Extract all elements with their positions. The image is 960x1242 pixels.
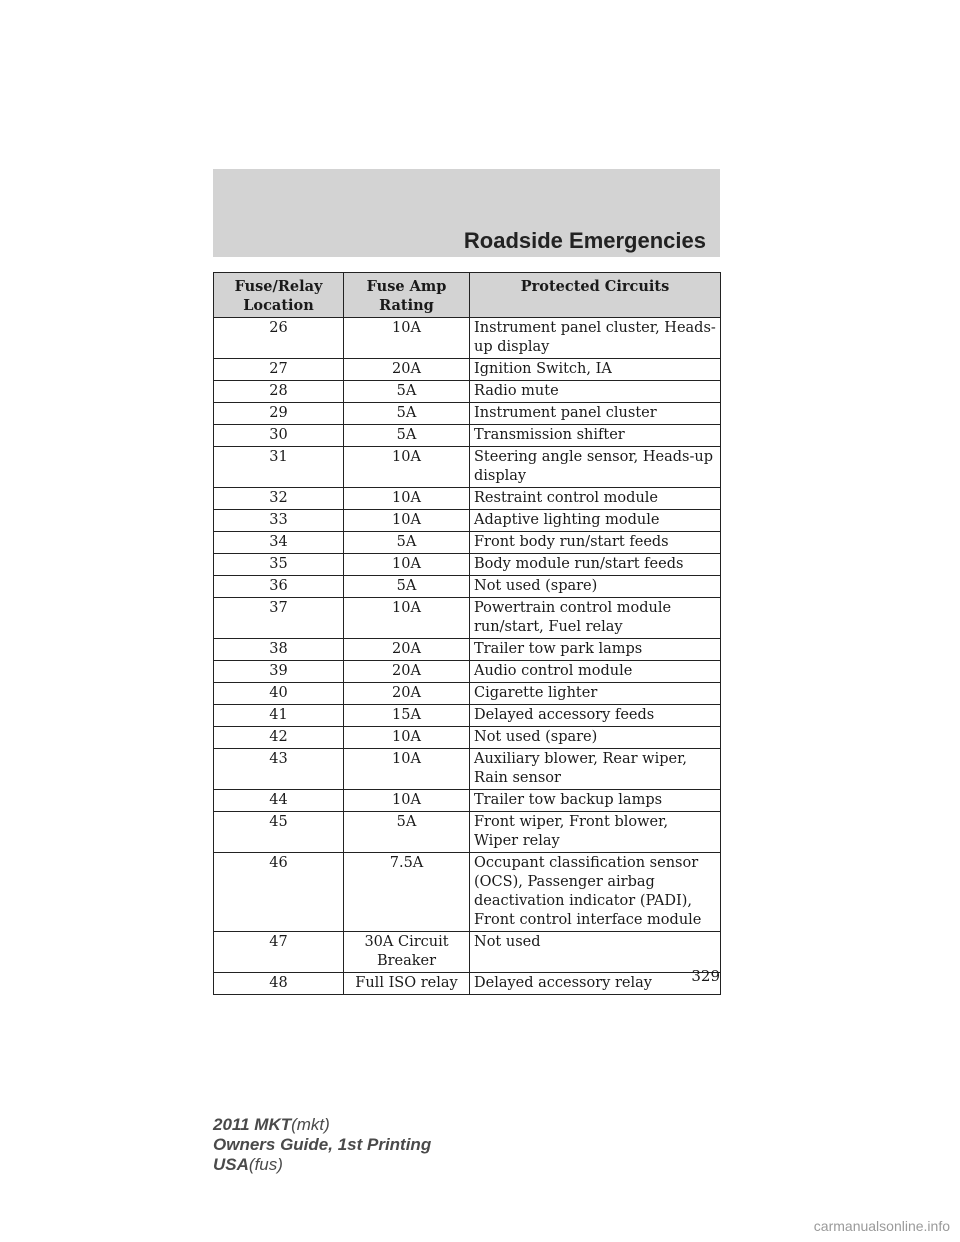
- table-row: [214, 639, 721, 661]
- fuse-amp-rating-cell: 10A: [344, 598, 470, 639]
- fuse-amp-rating-cell: 10A: [344, 749, 470, 790]
- table-row: [214, 510, 721, 532]
- protected-circuits-cell: Ignition Switch, IA: [470, 359, 721, 381]
- table-row: [214, 973, 721, 995]
- table-row: [214, 403, 721, 425]
- table-header-row: [214, 273, 721, 318]
- fuse-location-cell: 33: [214, 510, 344, 532]
- protected-circuits-cell: Trailer tow park lamps: [470, 639, 721, 661]
- fuse-location-cell: 46: [214, 853, 344, 932]
- fuse-amp-rating-cell: 5A: [344, 576, 470, 598]
- fuse-table: [213, 272, 721, 995]
- table-row: [214, 381, 721, 403]
- table-row: [214, 598, 721, 639]
- fuse-location-cell: 40: [214, 683, 344, 705]
- fuse-amp-rating-cell: 5A: [344, 381, 470, 403]
- protected-circuits-cell: Instrument panel cluster: [470, 403, 721, 425]
- table-row: [214, 790, 721, 812]
- table-row: [214, 425, 721, 447]
- table-row: [214, 749, 721, 790]
- section-header-band: [213, 169, 720, 257]
- fuse-location-cell: 38: [214, 639, 344, 661]
- protected-circuits-cell: Steering angle sensor, Heads-up display: [470, 447, 721, 488]
- column-header-amp-rating: Fuse Amp Rating: [344, 273, 470, 318]
- table-row: [214, 447, 721, 488]
- protected-circuits-cell: Restraint control module: [470, 488, 721, 510]
- table-row: [214, 488, 721, 510]
- protected-circuits-cell: Delayed accessory feeds: [470, 705, 721, 727]
- fuse-location-cell: 41: [214, 705, 344, 727]
- fuse-amp-rating-cell: 10A: [344, 318, 470, 359]
- protected-circuits-cell: Cigarette lighter: [470, 683, 721, 705]
- protected-circuits-cell: Adaptive lighting module: [470, 510, 721, 532]
- fuse-location-cell: 47: [214, 932, 344, 973]
- protected-circuits-cell: Auxiliary blower, Rear wiper, Rain sensor: [470, 749, 721, 790]
- fuse-amp-rating-cell: 10A: [344, 488, 470, 510]
- fuse-amp-rating-cell: 10A: [344, 447, 470, 488]
- protected-circuits-cell: Not used (spare): [470, 576, 721, 598]
- table-row: [214, 661, 721, 683]
- footer-market-code: (fus): [248, 1155, 283, 1174]
- fuse-table-body: [214, 318, 721, 995]
- fuse-amp-rating-cell: 5A: [344, 532, 470, 554]
- fuse-location-cell: 45: [214, 812, 344, 853]
- fuse-location-cell: 30: [214, 425, 344, 447]
- fuse-amp-rating-cell: 20A: [344, 661, 470, 683]
- table-row: [214, 683, 721, 705]
- fuse-amp-rating-cell: 20A: [344, 683, 470, 705]
- footer-model: 2011 MKT: [213, 1115, 292, 1134]
- fuse-amp-rating-cell: 7.5A: [344, 853, 470, 932]
- protected-circuits-cell: Front body run/start feeds: [470, 532, 721, 554]
- protected-circuits-cell: Radio mute: [470, 381, 721, 403]
- fuse-location-cell: 32: [214, 488, 344, 510]
- table-row: [214, 576, 721, 598]
- protected-circuits-cell: Not used (spare): [470, 727, 721, 749]
- footer-model-code: (mkt): [291, 1115, 330, 1134]
- footer-edition: Owners Guide, 1st Printing: [213, 1135, 432, 1154]
- fuse-location-cell: 31: [214, 447, 344, 488]
- column-header-location: Fuse/Relay Location: [214, 273, 344, 318]
- table-row: [214, 554, 721, 576]
- fuse-amp-rating-cell: 5A: [344, 425, 470, 447]
- protected-circuits-cell: Delayed accessory relay: [470, 973, 721, 995]
- fuse-location-cell: 42: [214, 727, 344, 749]
- protected-circuits-cell: Not used: [470, 932, 721, 973]
- table-row: [214, 532, 721, 554]
- table-row: [214, 932, 721, 973]
- section-title: Roadside Emergencies: [463, 228, 706, 253]
- print-footer: [213, 1115, 431, 1175]
- protected-circuits-cell: Instrument panel cluster, Heads-up display: [470, 318, 721, 359]
- protected-circuits-cell: Audio control module: [470, 661, 721, 683]
- column-header-protected-circuits: Protected Circuits: [470, 273, 721, 318]
- table-row: [214, 705, 721, 727]
- fuse-amp-rating-cell: 10A: [344, 790, 470, 812]
- fuse-location-cell: 43: [214, 749, 344, 790]
- protected-circuits-cell: Occupant classification sensor (OCS), Passenger airbag deactivation indicator (PADI), Front control interface module: [470, 853, 721, 932]
- fuse-location-cell: 27: [214, 359, 344, 381]
- fuse-location-cell: 37: [214, 598, 344, 639]
- fuse-amp-rating-cell: 15A: [344, 705, 470, 727]
- fuse-location-cell: 35: [214, 554, 344, 576]
- fuse-amp-rating-cell: 20A: [344, 639, 470, 661]
- fuse-amp-rating-cell: 10A: [344, 554, 470, 576]
- fuse-location-cell: 39: [214, 661, 344, 683]
- table-row: [214, 318, 721, 359]
- fuse-location-cell: 36: [214, 576, 344, 598]
- table-row: [214, 727, 721, 749]
- fuse-location-cell: 28: [214, 381, 344, 403]
- footer-market: USA: [213, 1155, 249, 1174]
- watermark: carmanualsonline.info: [813, 1218, 950, 1234]
- fuse-amp-rating-cell: 5A: [344, 812, 470, 853]
- fuse-location-cell: 34: [214, 532, 344, 554]
- table-row: [214, 359, 721, 381]
- page-number: 329: [691, 967, 720, 985]
- fuse-amp-rating-cell: Full ISO relay: [344, 973, 470, 995]
- protected-circuits-cell: Trailer tow backup lamps: [470, 790, 721, 812]
- protected-circuits-cell: Front wiper, Front blower, Wiper relay: [470, 812, 721, 853]
- table-row: [214, 853, 721, 932]
- fuse-location-cell: 44: [214, 790, 344, 812]
- fuse-location-cell: 26: [214, 318, 344, 359]
- protected-circuits-cell: Transmission shifter: [470, 425, 721, 447]
- table-row: [214, 812, 721, 853]
- protected-circuits-cell: Body module run/start feeds: [470, 554, 721, 576]
- fuse-amp-rating-cell: 20A: [344, 359, 470, 381]
- fuse-location-cell: 48: [214, 973, 344, 995]
- protected-circuits-cell: Powertrain control module run/start, Fuel relay: [470, 598, 721, 639]
- fuse-amp-rating-cell: 30A Circuit Breaker: [344, 932, 470, 973]
- fuse-location-cell: 29: [214, 403, 344, 425]
- fuse-amp-rating-cell: 10A: [344, 510, 470, 532]
- fuse-amp-rating-cell: 5A: [344, 403, 470, 425]
- fuse-amp-rating-cell: 10A: [344, 727, 470, 749]
